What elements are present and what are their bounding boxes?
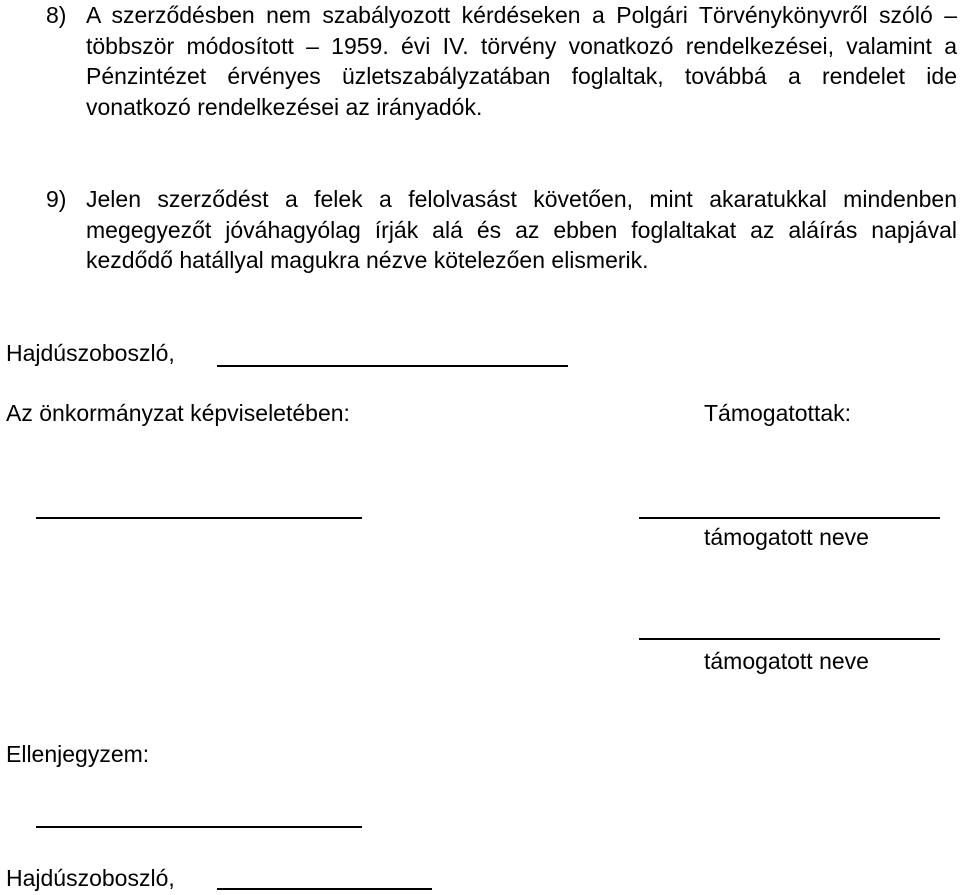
municipality-heading: Az önkormányzat képviseletében: — [6, 400, 350, 426]
paragraph-9 — [46, 184, 957, 276]
paragraph-number: 8) — [46, 2, 67, 28]
supported-signature-line-2 — [639, 638, 940, 640]
supported-signature-line-1 — [639, 517, 940, 519]
countersign-label: Ellenjegyzem: — [6, 741, 150, 767]
paragraph-text: A szerződésben nem szabályozott kérdéseken a Polgári Törvénykönyvről szóló – többször módosított – 1959. évi IV. törvény vonatkozó rendelkezései, valamint a Pénzintézet érvényes üzletszabályzatában foglaltak, továbbá a rendelet ide vonatkozó rendelkezései az irányadók. — [86, 2, 957, 120]
paragraph-8 — [46, 0, 957, 122]
place-date-label: Hajdúszoboszló, — [6, 340, 175, 366]
paragraph-number: 9) — [46, 186, 67, 212]
paragraph-text: Jelen szerződést a felek a felolvasást követően, mint akaratukkal mindenben megegyezőt jóváhagyólag írják alá és az ebben foglaltakat az aláírás napjával kezdődő hatállyal magukra nézve kötelezően elismerik. — [86, 186, 957, 273]
signature-caption-2: támogatott neve — [704, 648, 869, 674]
supported-heading: Támogatottak: — [704, 400, 852, 426]
signature-caption-1: támogatott neve — [704, 524, 869, 550]
bottom-place-date-label: Hajdúszoboszló, — [6, 865, 175, 891]
date-blank-line — [217, 365, 568, 367]
bottom-date-blank-line — [217, 888, 432, 890]
municipality-signature-line — [36, 517, 362, 519]
countersign-signature-line — [36, 826, 362, 828]
